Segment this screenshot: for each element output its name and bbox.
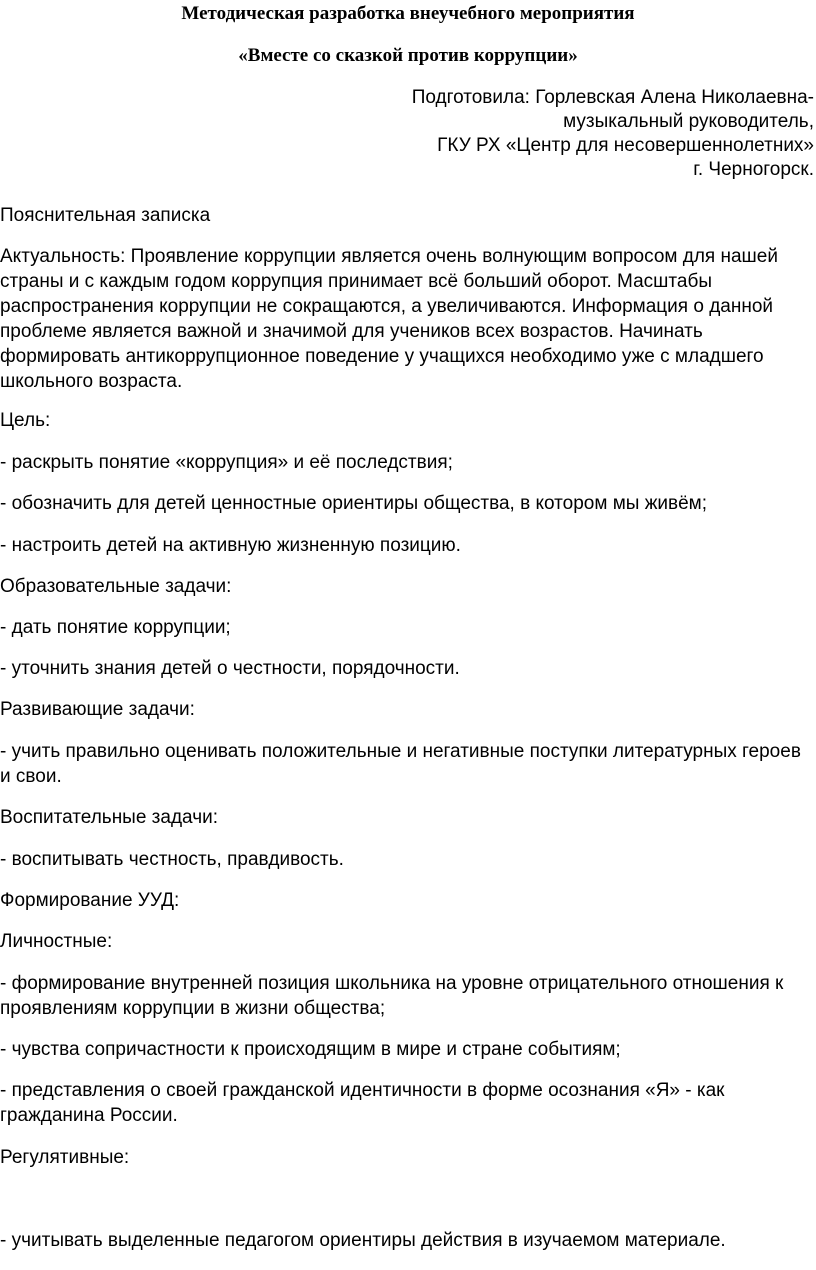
goal-heading: Цель: (0, 410, 51, 431)
relevance-line: Актуальность: Проявление коррупции является очень волнующим вопросом для нашей (0, 246, 778, 267)
educational-task-item: - уточнить знания детей о честности, порядочности. (0, 658, 460, 679)
relevance-line: формировать антикоррупционное поведение у учащихся необходимо уже с младшего (0, 346, 764, 367)
developmental-task-line: и свои. (0, 766, 62, 787)
author-line-3: ГКУ РХ «Центр для несовершеннолетних» (437, 135, 814, 156)
document-title-line-2: «Вместе со сказкой против коррупции» (238, 45, 578, 66)
personal-item-line: - представления о своей гражданской идентичности в форме осознания «Я» - как (0, 1080, 725, 1101)
developmental-task-line: - учить правильно оценивать положительные и негативные поступки литературных героев (0, 741, 801, 762)
upbringing-task-item: - воспитывать честность, правдивость. (0, 849, 344, 870)
educational-tasks-heading: Образовательные задачи: (0, 576, 232, 597)
personal-item-line: проявлениям коррупции в жизни общества; (0, 998, 386, 1019)
explanatory-note-heading: Пояснительная записка (0, 205, 211, 226)
author-line-2: музыкальный руководитель, (563, 111, 814, 132)
relevance-line: школьного возраста. (0, 371, 183, 392)
author-line-4: г. Черногорск. (693, 159, 814, 180)
uud-heading: Формирование УУД: (0, 890, 180, 911)
goal-item: - обозначить для детей ценностные ориентиры общества, в котором мы живём; (0, 493, 708, 514)
regulative-item: - учитывать выделенные педагогом ориентиры действия в изучаемом материале. (0, 1230, 726, 1251)
relevance-line: распространения коррупции не сокращаются, а увеличиваются. Информация о данной (0, 296, 774, 317)
regulative-heading: Регулятивные: (0, 1147, 130, 1168)
author-line-1: Подготовила: Горлевская Алена Николаевна- (411, 87, 814, 108)
educational-task-item: - дать понятие коррупции; (0, 617, 231, 638)
relevance-line: страны и с каждым годом коррупция принимает всё больший оборот. Масштабы (0, 271, 712, 292)
developmental-tasks-heading: Развивающие задачи: (0, 699, 195, 720)
upbringing-tasks-heading: Воспитательные задачи: (0, 807, 218, 828)
personal-heading: Личностные: (0, 931, 113, 952)
developmental-task-item (0, 739, 814, 789)
relevance-paragraph (0, 244, 814, 394)
personal-item-line: гражданина России. (0, 1105, 178, 1126)
personal-item (0, 1078, 814, 1128)
document-title-line-1: Методическая разработка внеучебного мероприятия (181, 3, 635, 24)
personal-item-line: - формирование внутренней позиция школьника на уровне отрицательного отношения к (0, 973, 784, 994)
goal-item: - раскрыть понятие «коррупция» и её последствия; (0, 452, 453, 473)
personal-item: - чувства сопричастности к происходящим в мире и стране событиям; (0, 1039, 621, 1060)
personal-item (0, 971, 814, 1021)
relevance-line: проблеме является важной и значимой для учеников всех возрастов. Начинать (0, 321, 703, 342)
goal-item: - настроить детей на активную жизненную позицию. (0, 535, 461, 556)
